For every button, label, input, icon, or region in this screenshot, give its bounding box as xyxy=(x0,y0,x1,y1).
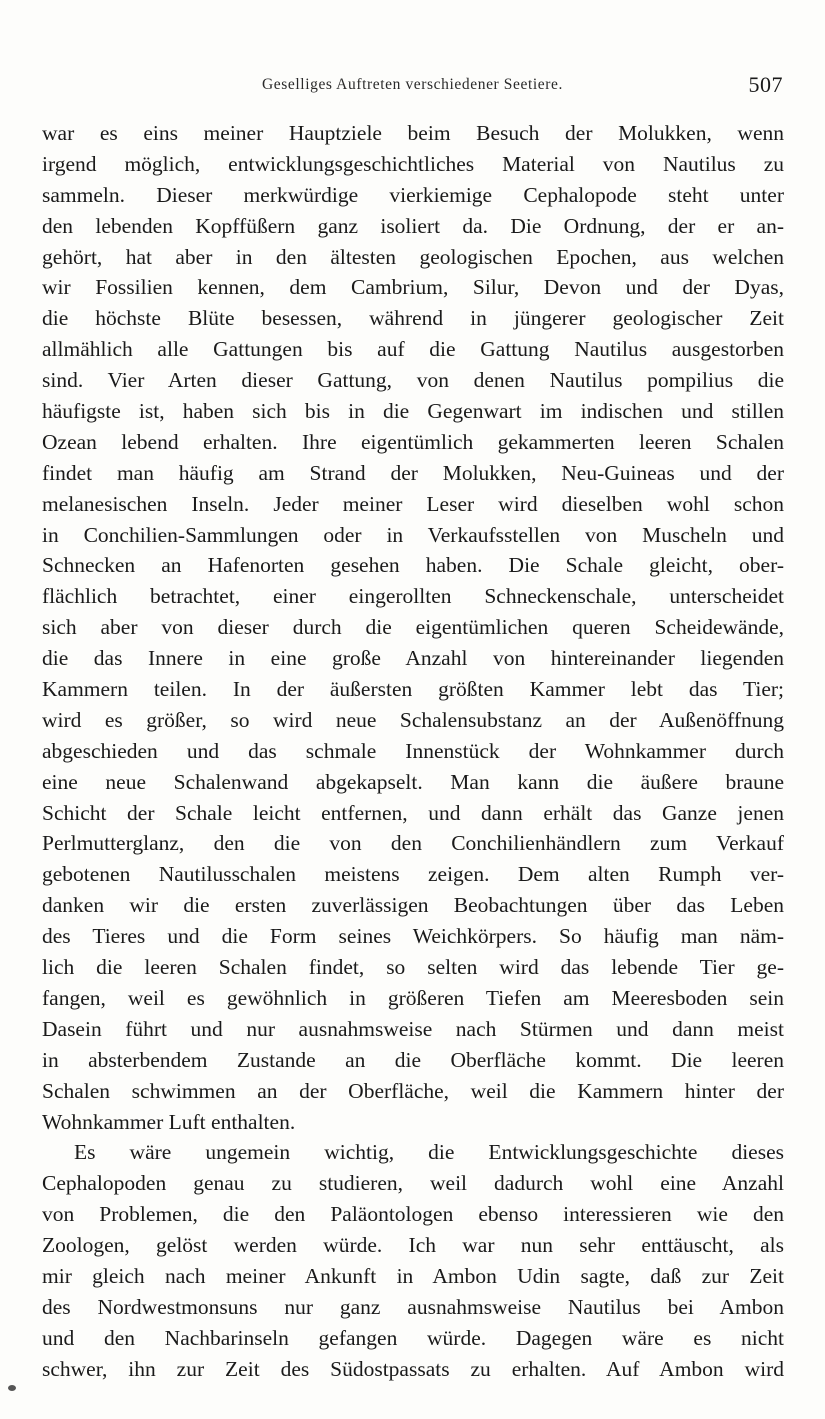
text-line: mir gleich nach meiner Ankunft in Ambon Udin sagte, daß zur Zeit xyxy=(42,1263,784,1288)
text-line: irgend möglich, entwicklungsgeschichtliches Material von Nautilus zu xyxy=(42,151,784,176)
paragraph xyxy=(42,118,784,1137)
text-line: gebotenen Nautilusschalen meistens zeigen. Dem alten Rumph ver- xyxy=(42,862,784,887)
text-line: lich die leeren Schalen findet, so selten wird das lebende Tier ge- xyxy=(42,955,784,980)
text-line: schwer, ihn zur Zeit des Südostpassats zu erhalten. Auf Ambon wird xyxy=(42,1356,784,1381)
text-line: Wohnkammer Luft enthalten. xyxy=(42,1109,296,1134)
text-line: von Problemen, die den Paläontologen ebenso interessieren wie den xyxy=(42,1202,784,1227)
print-speck xyxy=(8,1385,16,1391)
text-line: fangen, weil es gewöhnlich in größeren Tiefen am Meeresboden sein xyxy=(42,985,784,1010)
text-line: wird es größer, so wird neue Schalensubstanz an der Außenöffnung xyxy=(42,707,784,732)
text-line: Kammern teilen. In der äußersten größten Kammer lebt das Tier; xyxy=(42,677,784,702)
text-line: findet man häufig am Strand der Molukken, Neu-Guineas und der xyxy=(42,460,784,485)
body-text xyxy=(42,118,784,1385)
text-line: die das Innere in eine große Anzahl von hintereinander liegenden xyxy=(42,646,784,671)
text-line: die höchste Blüte besessen, während in jüngerer geologischer Zeit xyxy=(42,306,784,331)
page-number: 507 xyxy=(748,72,783,97)
text-line: Cephalopoden genau zu studieren, weil dadurch wohl eine Anzahl xyxy=(42,1171,784,1196)
running-head xyxy=(40,72,785,102)
text-line: des Nordwestmonsuns nur ganz ausnahmsweise Nautilus bei Ambon xyxy=(42,1294,784,1319)
text-line: den lebenden Kopffüßern ganz isoliert da. Die Ordnung, der er an- xyxy=(42,213,784,238)
text-line: danken wir die ersten zuverlässigen Beobachtungen über das Leben xyxy=(42,893,784,918)
text-line: abgeschieden und das schmale Innenstück der Wohnkammer durch xyxy=(42,738,784,763)
running-title: Geselliges Auftreten verschiedener Seetiere. xyxy=(262,76,563,93)
text-line: eine neue Schalenwand abgekapselt. Man kann die äußere braune xyxy=(42,769,784,794)
text-line: sich aber von dieser durch die eigentümlichen queren Scheidewände, xyxy=(42,615,784,640)
text-line: gehört, hat aber in den ältesten geologischen Epochen, aus welchen xyxy=(42,244,784,269)
text-line: in Conchilien-Sammlungen oder in Verkaufsstellen von Muscheln und xyxy=(42,522,784,547)
text-line: wir Fossilien kennen, dem Cambrium, Silur, Devon und der Dyas, xyxy=(42,275,784,300)
text-line: sammeln. Dieser merkwürdige vierkiemige Cephalopode steht unter xyxy=(42,182,784,207)
text-line: Schnecken an Hafenorten gesehen haben. Die Schale gleicht, ober- xyxy=(42,553,784,578)
text-line: Perlmutterglanz, den die von den Conchilienhändlern zum Verkauf xyxy=(42,831,784,856)
text-line: des Tieres und die Form seines Weichkörpers. So häufig man näm- xyxy=(42,924,784,949)
text-line: sind. Vier Arten dieser Gattung, von denen Nautilus pompilius die xyxy=(42,368,784,393)
text-line: allmählich alle Gattungen bis auf die Gattung Nautilus ausgestorben xyxy=(42,337,784,362)
text-line: in absterbendem Zustande an die Oberfläche kommt. Die leeren xyxy=(42,1047,784,1072)
text-line: Schalen schwimmen an der Oberfläche, weil die Kammern hinter der xyxy=(42,1078,784,1103)
text-line: Zoologen, gelöst werden würde. Ich war nun sehr enttäuscht, als xyxy=(42,1233,784,1258)
text-line: melanesischen Inseln. Jeder meiner Leser wird dieselben wohl schon xyxy=(42,491,784,516)
text-line: war es eins meiner Hauptziele beim Besuch der Molukken, wenn xyxy=(42,121,784,145)
text-line: und den Nachbarinseln gefangen würde. Dagegen wäre es nicht xyxy=(42,1325,784,1350)
text-line: Ozean lebend erhalten. Ihre eigentümlich gekammerten leeren Schalen xyxy=(42,429,784,454)
text-line: häufigste ist, haben sich bis in die Gegenwart im indischen und stillen xyxy=(42,399,784,424)
paragraph xyxy=(42,1137,784,1384)
text-line: Schicht der Schale leicht entfernen, und dann erhält das Ganze jenen xyxy=(42,800,784,825)
text-line: flächlich betrachtet, einer eingerollten Schneckenschale, unterscheidet xyxy=(42,584,784,609)
text-line: Dasein führt und nur ausnahmsweise nach Stürmen und dann meist xyxy=(42,1016,784,1041)
text-line: Es wäre ungemein wichtig, die Entwicklungsgeschichte dieses xyxy=(74,1140,784,1165)
